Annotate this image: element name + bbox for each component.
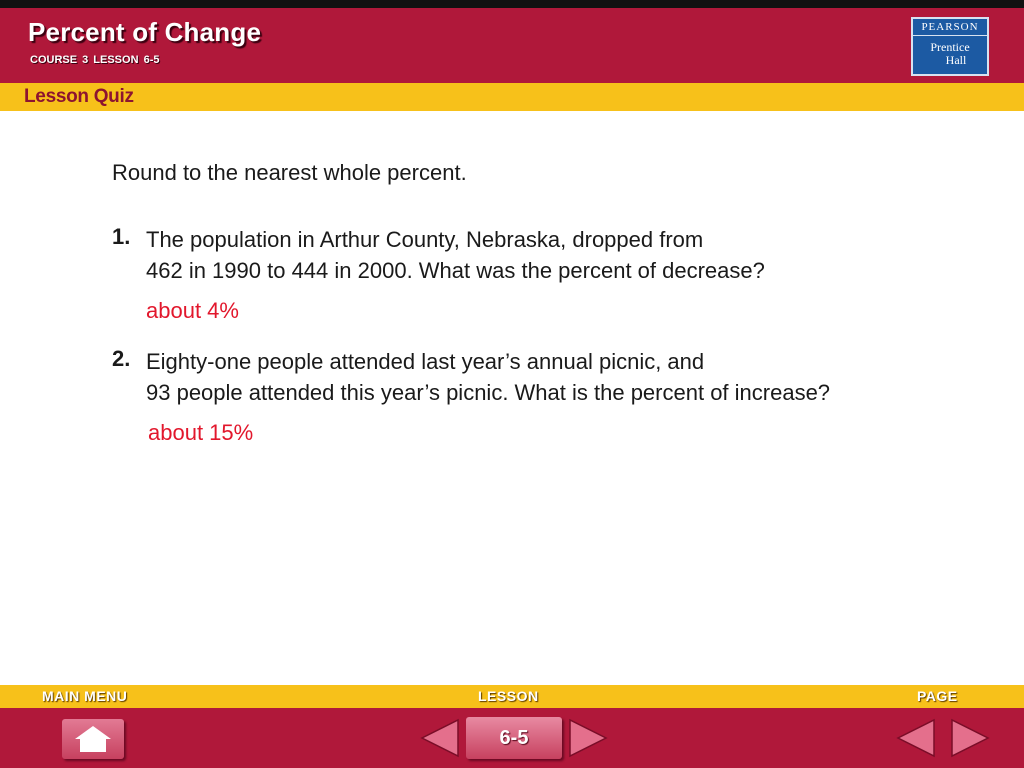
instruction-text: Round to the nearest whole percent. bbox=[112, 160, 467, 185]
question-text bbox=[146, 224, 986, 286]
section-bar bbox=[0, 83, 1024, 111]
question-line: The population in Arthur County, Nebraska, dropped from bbox=[146, 227, 704, 252]
arrow-right-icon bbox=[952, 720, 988, 756]
main-menu-label: MAIN MENU bbox=[42, 688, 128, 704]
question-number: 1. bbox=[112, 224, 131, 249]
pearson-prentice-hall-logo bbox=[911, 17, 989, 76]
question-line: 462 in 1990 to 444 in 2000. What was the percent of decrease? bbox=[146, 258, 765, 283]
lesson-prev-button[interactable] bbox=[420, 718, 460, 758]
lesson-next-button[interactable] bbox=[568, 718, 608, 758]
arrow-left-icon bbox=[898, 720, 934, 756]
question-line: Eighty-one people attended last year’s annual picnic, and bbox=[146, 349, 705, 374]
home-icon bbox=[73, 725, 113, 753]
page-title: Percent of Change bbox=[28, 17, 262, 47]
page-next-button[interactable] bbox=[950, 718, 990, 758]
logo-text-prentice: Prentice bbox=[930, 40, 970, 54]
question-text bbox=[146, 346, 986, 408]
arrow-right-icon bbox=[570, 720, 606, 756]
answer-2: about 15% bbox=[148, 420, 254, 445]
arrow-left-icon bbox=[422, 720, 458, 756]
page-prev-button[interactable] bbox=[896, 718, 936, 758]
section-label: Lesson Quiz bbox=[24, 86, 134, 107]
main-menu-button[interactable] bbox=[62, 719, 124, 759]
question-line: 93 people attended this year’s picnic. What is the percent of increase? bbox=[146, 380, 831, 405]
course-lesson-subtitle: COURSE 3 LESSON 6-5 bbox=[30, 54, 160, 66]
answer-1: about 4% bbox=[146, 298, 239, 323]
question-number: 2. bbox=[112, 346, 131, 371]
logo-text-hall: Hall bbox=[945, 53, 967, 67]
footer-nav bbox=[0, 708, 1024, 768]
logo-text-pearson: PEARSON bbox=[913, 19, 987, 36]
top-strip bbox=[0, 0, 1024, 8]
lesson-number-display: 6-5 bbox=[466, 717, 562, 759]
page-label: PAGE bbox=[917, 688, 958, 704]
lesson-label: LESSON bbox=[478, 688, 539, 704]
header-banner bbox=[0, 8, 1024, 83]
footer-label-bar bbox=[0, 685, 1024, 708]
